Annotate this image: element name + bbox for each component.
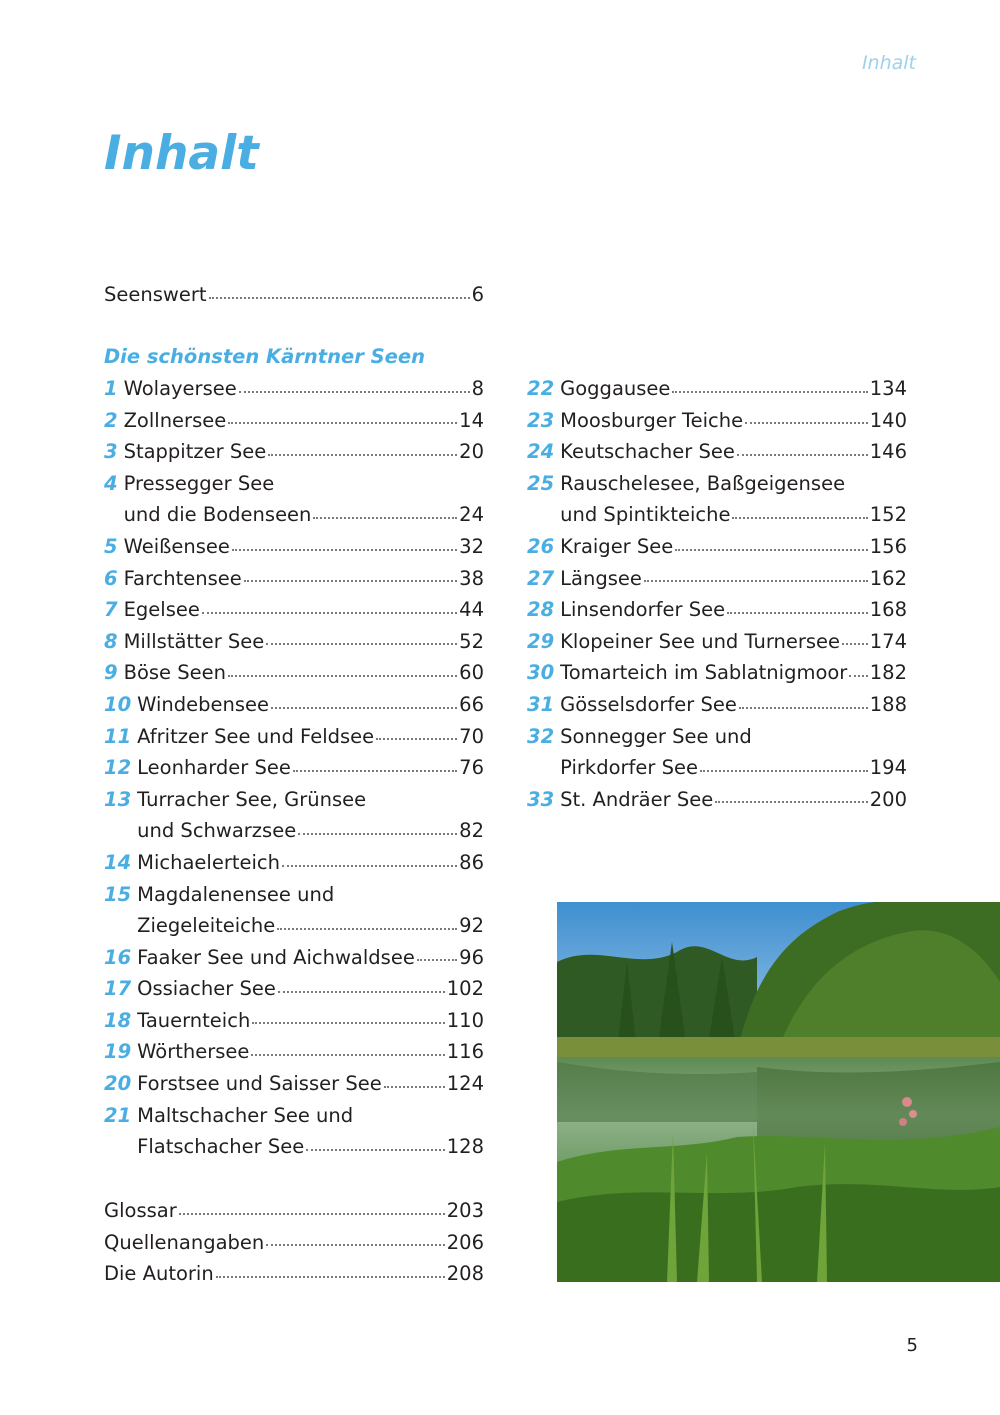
toc-entry-page: 38 [459, 566, 484, 590]
toc-entry-number: 6 [104, 566, 118, 590]
toc-entry-page: 96 [459, 945, 484, 969]
toc-entry-6[interactable] [104, 563, 484, 595]
toc-entry-label: Rauschelesee, Baßgeigensee [560, 471, 846, 495]
toc-entry-label: Wörthersee [137, 1040, 250, 1064]
toc-entry-13[interactable] [104, 784, 484, 847]
toc-entry-label: Längsee [560, 566, 642, 590]
toc-entry-line [527, 626, 907, 658]
toc-entry-line [104, 973, 484, 1005]
toc-left-column [104, 340, 484, 1163]
toc-entry-page: 194 [869, 756, 907, 780]
toc-entry-line [104, 784, 484, 816]
toc-entry-label: Pirkdorfer See [560, 756, 698, 780]
toc-entry-11[interactable] [104, 721, 484, 753]
toc-entry-7[interactable] [104, 594, 484, 626]
toc-entry-label: Goggausee [560, 377, 671, 400]
leader-dots [727, 611, 868, 614]
toc-entry-line [527, 468, 907, 500]
toc-entry-page: 152 [869, 503, 907, 527]
toc-entry-number: 22 [527, 377, 555, 400]
toc-entry-page: 92 [459, 914, 484, 938]
leader-dots [228, 421, 457, 424]
toc-entry-line [104, 468, 484, 500]
toc-entry-page: 82 [459, 819, 484, 843]
toc-entry-label: Farchtensee [123, 566, 242, 590]
toc-entry-10[interactable] [104, 689, 484, 721]
toc-entry-32[interactable] [527, 721, 907, 784]
toc-entry-number: 5 [104, 534, 118, 558]
toc-entry-number: 16 [104, 945, 132, 969]
toc-entry-page: 128 [446, 1135, 484, 1159]
toc-entry-line [104, 405, 484, 437]
toc-entry-page: 146 [869, 440, 907, 464]
toc-entry-17[interactable] [104, 973, 484, 1005]
toc-entry-19[interactable] [104, 1036, 484, 1068]
toc-entry-label: und die Bodenseen [123, 503, 312, 527]
toc-entry-20[interactable] [104, 1068, 484, 1100]
leader-dots [179, 1212, 445, 1215]
leader-dots [266, 642, 457, 645]
leader-dots [228, 674, 457, 677]
page-title: Inhalt [104, 126, 259, 181]
leader-dots [202, 611, 457, 614]
toc-entry-15[interactable] [104, 879, 484, 942]
toc-entry-page: 208 [446, 1262, 484, 1286]
toc-entry-label: Flatschacher See [137, 1135, 305, 1159]
leader-dots [239, 390, 470, 393]
toc-entry-31[interactable] [527, 689, 907, 721]
toc-entry-number: 31 [527, 692, 555, 716]
toc-entry-line [104, 1100, 484, 1132]
toc-entry-page: 76 [459, 756, 484, 780]
toc-entry-line [104, 373, 484, 405]
toc-entry-label: Ossiacher See [137, 977, 276, 1001]
section-heading: Die schönsten Kärntner Seen [104, 345, 426, 368]
toc-entry-line [527, 436, 907, 468]
toc-entry-label: Gösselsdorfer See [560, 692, 737, 716]
toc-entry-30[interactable] [527, 657, 907, 689]
toc-entry-8[interactable] [104, 626, 484, 658]
toc-entry-label: Quellenangaben [104, 1230, 265, 1254]
toc-entry-line [104, 689, 484, 721]
toc-entry-25[interactable] [527, 468, 907, 531]
toc-entry-number: 4 [104, 471, 118, 495]
toc-front [104, 279, 484, 311]
leader-dots [737, 453, 868, 456]
leader-dots [732, 516, 867, 519]
toc-entry-number: 17 [104, 977, 132, 1001]
toc-entry-number: 27 [527, 566, 555, 590]
leader-dots [244, 579, 457, 582]
toc-entry[interactable] [104, 279, 484, 311]
leader-dots [376, 737, 457, 740]
toc-entry-line [104, 1131, 484, 1163]
toc-entry-label: Linsendorfer See [560, 598, 726, 622]
toc-entry-page: 66 [459, 692, 484, 716]
toc-entry-line [527, 689, 907, 721]
toc-entry-page: 200 [869, 787, 907, 811]
toc-entry-page: 110 [446, 1008, 484, 1032]
toc-entry-label: Tomarteich im Sablatnigmoor [560, 661, 848, 685]
toc-entry-page: 14 [459, 408, 484, 432]
toc-entry-line [527, 784, 907, 816]
toc-entry-number: 3 [104, 440, 118, 464]
toc-entry-page: 60 [459, 661, 484, 685]
toc-entry-page: 6 [471, 283, 484, 306]
toc-entry-line [104, 626, 484, 658]
toc-entry-line [104, 910, 484, 942]
leader-dots [417, 958, 457, 961]
toc-entry-page: 168 [869, 598, 907, 622]
toc-entry-line [527, 531, 907, 563]
toc-entry-18[interactable] [104, 1005, 484, 1037]
toc-entry[interactable] [104, 1258, 484, 1290]
toc-entry-27[interactable] [527, 563, 907, 595]
toc-entry[interactable] [104, 1195, 484, 1227]
leader-dots [278, 990, 445, 993]
toc-entry-label: Windebensee [137, 692, 270, 716]
leader-dots [739, 706, 868, 709]
toc-entry-line [104, 942, 484, 974]
toc-entry-number: 21 [104, 1103, 132, 1127]
toc-entry-14[interactable] [104, 847, 484, 879]
running-head: Inhalt [861, 52, 916, 74]
leader-dots [672, 390, 867, 393]
leader-dots [700, 769, 868, 772]
toc-right-column [527, 373, 907, 815]
leader-dots [271, 706, 457, 709]
toc-entry-label: St. Andräer See [560, 787, 714, 811]
toc-entry-page: 162 [869, 566, 907, 590]
toc-entry-number: 12 [104, 756, 132, 780]
toc-entry-label: Maltschacher See und [137, 1103, 354, 1127]
toc-entry-label: Faaker See und Aichwaldsee [137, 945, 415, 969]
toc-entry-line [104, 436, 484, 468]
toc-entry-label: Die Autorin [104, 1262, 214, 1286]
leader-dots [313, 516, 457, 519]
toc-entry-label: Böse Seen [123, 661, 226, 685]
toc-entry-line [104, 879, 484, 911]
toc-entry-number: 1 [104, 377, 118, 400]
toc-entry-number: 29 [527, 629, 555, 653]
toc-entry-page: 86 [459, 850, 484, 874]
toc-entry-page: 116 [446, 1040, 484, 1064]
toc-entry-label: Kraiger See [560, 534, 674, 558]
toc-entry-label: Magdalenensee und [137, 882, 335, 906]
leader-dots [306, 1148, 445, 1151]
toc-entry-number: 26 [527, 534, 555, 558]
leader-dots [384, 1085, 445, 1088]
toc-entry-line [104, 563, 484, 595]
toc-entry-16[interactable] [104, 942, 484, 974]
toc-entry-line [104, 657, 484, 689]
toc-entry-number: 32 [527, 724, 555, 748]
toc-entry-line [527, 373, 907, 405]
toc-entry-line [104, 594, 484, 626]
toc-entry-label: Millstätter See [123, 629, 265, 653]
toc-entry-21[interactable] [104, 1100, 484, 1163]
toc-entry-page: 182 [869, 661, 907, 685]
toc-entry-29[interactable] [527, 626, 907, 658]
toc-entry-label: Seenswert [104, 283, 207, 306]
toc-entry-line [527, 405, 907, 437]
leader-dots [268, 453, 457, 456]
toc-entry-line [104, 1068, 484, 1100]
toc-entry-line [104, 721, 484, 753]
leader-dots [644, 579, 868, 582]
leader-dots [252, 1021, 444, 1024]
toc-entry-3[interactable] [104, 436, 484, 468]
toc-entry[interactable] [104, 1227, 484, 1259]
toc-entry-page: 206 [446, 1230, 484, 1254]
toc-entry-number: 15 [104, 882, 132, 906]
toc-entry-page: 8 [471, 377, 484, 400]
leader-dots [209, 296, 470, 299]
toc-entry-line [527, 657, 907, 689]
toc-entry-label: Weißensee [123, 534, 230, 558]
toc-entry-33[interactable] [527, 784, 907, 816]
toc-entry-label: und Spintikteiche [560, 503, 731, 527]
toc-entry-label: Turracher See, Grünsee [137, 787, 367, 811]
toc-entry-page: 20 [459, 440, 484, 464]
toc-entry-4[interactable] [104, 468, 484, 531]
toc-entry-number: 10 [104, 692, 132, 716]
toc-entry-label: Leonharder See [137, 756, 291, 780]
toc-entry-number: 9 [104, 661, 118, 685]
leader-dots [745, 421, 868, 424]
leader-dots [266, 1243, 445, 1246]
toc-entry-page: 52 [459, 629, 484, 653]
toc-entry-number: 14 [104, 850, 132, 874]
toc-entry-page: 102 [446, 977, 484, 1001]
toc-entry-line [527, 563, 907, 595]
toc-entry-2[interactable] [104, 405, 484, 437]
toc-entry-label: Ziegeleiteiche [137, 914, 276, 938]
toc-entry-label: Moosburger Teiche [560, 408, 744, 432]
toc-entry-label: Zollnersee [123, 408, 227, 432]
toc-entry-line [527, 752, 907, 784]
toc-entry-label: Pressegger See [123, 471, 275, 495]
toc-entry-line [104, 847, 484, 879]
toc-entry-22[interactable] [527, 373, 907, 405]
toc-entry-number: 7 [104, 598, 118, 622]
toc-entry-26[interactable] [527, 531, 907, 563]
toc-entry-number: 25 [527, 471, 555, 495]
page-number: 5 [906, 1335, 918, 1356]
toc-entry-number: 19 [104, 1040, 132, 1064]
toc-entry-label: Klopeiner See und Turnersee [560, 629, 841, 653]
toc-entry-label: Michaelerteich [137, 850, 280, 874]
toc-entry-page: 44 [459, 598, 484, 622]
leader-dots [675, 548, 867, 551]
toc-entry-page: 70 [459, 724, 484, 748]
toc-entry-line [104, 1005, 484, 1037]
leader-dots [232, 548, 457, 551]
toc-entry-page: 24 [459, 503, 484, 527]
toc-entry-number: 13 [104, 787, 132, 811]
toc-entry-line [104, 1036, 484, 1068]
toc-entry-page: 124 [446, 1072, 484, 1096]
leader-dots [842, 642, 868, 645]
toc-entry-label: Afritzer See und Feldsee [137, 724, 375, 748]
leader-dots [277, 927, 457, 930]
toc-entry-23[interactable] [527, 405, 907, 437]
toc-entry-number: 23 [527, 408, 555, 432]
toc-entry-page: 140 [869, 408, 907, 432]
toc-entry-label: Forstsee und Saisser See [137, 1072, 382, 1096]
toc-entry-line [104, 815, 484, 847]
toc-entry-label: Keutschacher See [560, 440, 735, 464]
toc-entry-28[interactable] [527, 594, 907, 626]
toc-entry-5[interactable] [104, 531, 484, 563]
toc-entry-number: 2 [104, 408, 118, 432]
toc-entry-number: 20 [104, 1072, 132, 1096]
toc-entry-number: 24 [527, 440, 555, 464]
toc-entry-number: 11 [104, 724, 132, 748]
leader-dots [216, 1275, 445, 1278]
toc-entry-label: Sonnegger See und [560, 724, 752, 748]
leader-dots [293, 769, 457, 772]
toc-entry-label: Glossar [104, 1199, 177, 1222]
toc-entry-page: 32 [459, 534, 484, 558]
leader-dots [715, 800, 868, 803]
toc-entry-24[interactable] [527, 436, 907, 468]
toc-entry-9[interactable] [104, 657, 484, 689]
toc-entry-label: und Schwarzsee [137, 819, 297, 843]
leader-dots [298, 832, 457, 835]
toc-entry-line [527, 594, 907, 626]
toc-entry-label: Tauernteich [137, 1008, 251, 1032]
toc-entry-number: 33 [527, 787, 555, 811]
toc-entry-line [104, 499, 484, 531]
toc-entry-label: Egelsee [123, 598, 200, 622]
toc-back [104, 1195, 484, 1290]
toc-entry-number: 8 [104, 629, 118, 653]
toc-entry-number: 30 [527, 661, 555, 685]
toc-entry-label: Wolayersee [123, 377, 237, 400]
toc-entry-page: 174 [869, 629, 907, 653]
toc-entry-1[interactable] [104, 373, 484, 405]
toc-entry-line [527, 499, 907, 531]
leader-dots [849, 674, 867, 677]
toc-entry-line [104, 531, 484, 563]
leader-dots [282, 864, 457, 867]
toc-entry-page: 203 [446, 1199, 484, 1222]
toc-entry-page: 156 [869, 534, 907, 558]
toc-entry-page: 134 [869, 377, 907, 400]
toc-entry-line [104, 752, 484, 784]
toc-left-list [104, 373, 484, 1163]
toc-entry-line [527, 721, 907, 753]
toc-entry-number: 28 [527, 598, 555, 622]
toc-entry-number: 18 [104, 1008, 132, 1032]
toc-entry-page: 188 [869, 692, 907, 716]
toc-entry-12[interactable] [104, 752, 484, 784]
toc-entry-label: Stappitzer See [123, 440, 267, 464]
leader-dots [251, 1053, 444, 1056]
lake-photo [557, 902, 1000, 1282]
